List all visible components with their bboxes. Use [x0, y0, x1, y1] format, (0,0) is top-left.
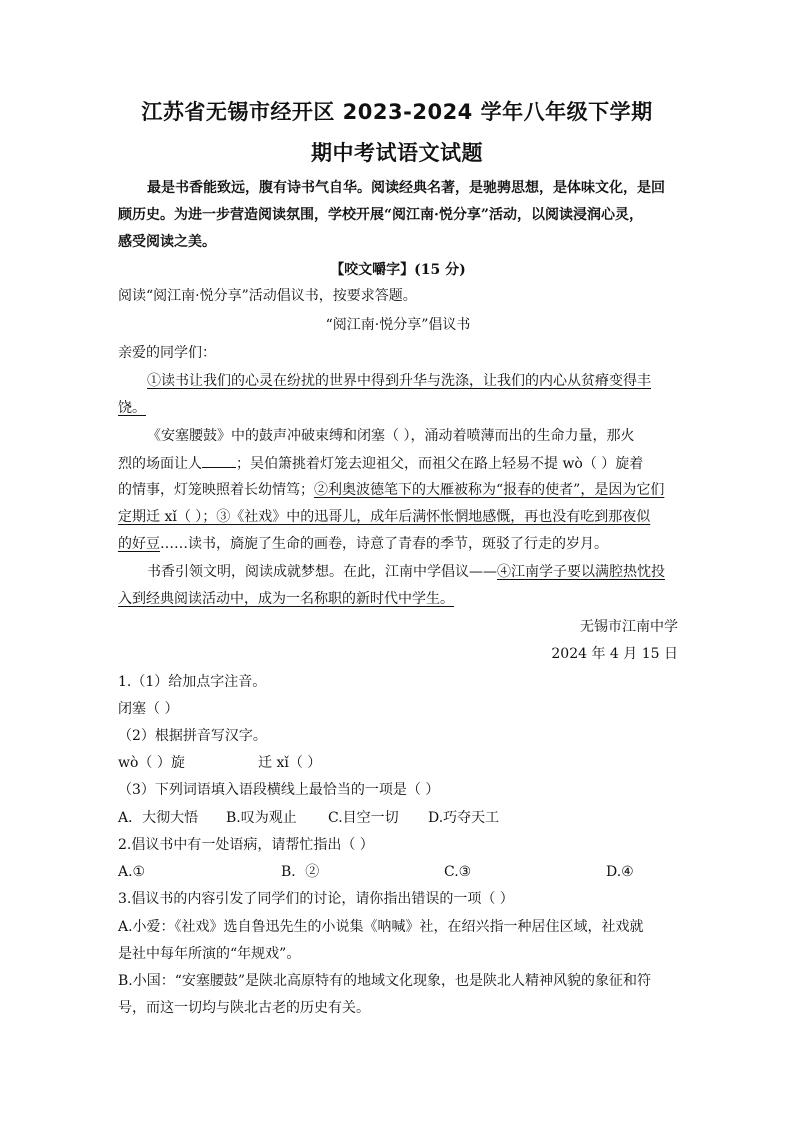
- exam-title-line1: 江苏省无锡市经开区 2023-2024 学年八年级下学期: [141, 100, 653, 124]
- fill-in-blank: [202, 453, 236, 468]
- para2-line2: [118, 453, 678, 474]
- q3-option-a-line2: 是社中每年所演的“年规戏”。: [118, 946, 301, 962]
- question-1-1-item: 闭塞（ ）: [118, 701, 179, 717]
- para2-line4: 定期迁 xǐ（ ）；③《社戏》中的迅哥儿，成年后满怀怅惘地感慨，再也没有吃到那夜似: [118, 509, 651, 525]
- sentence-1a: ①读书让我们的心灵在纷扰的世界中得到升华与洗涤，让我们的内心从贫瘠变得丰: [147, 373, 651, 389]
- para2-line3-text-a: 的情事，灯笼映照着长幼情笃；: [118, 482, 314, 498]
- q3-option-b-line2: 号，而这一切均与陕北古老的历史有关。: [118, 1000, 370, 1016]
- question-2-options: [118, 862, 678, 882]
- para3-line1: [147, 562, 677, 582]
- q2-option-d: D.④: [606, 864, 634, 880]
- sentence-4a: ④江南学子要以满腔热忱投: [497, 564, 665, 580]
- question-1-2-item2: 迁 xǐ（ ）: [258, 755, 322, 771]
- question-1-2-items: [118, 753, 678, 773]
- intro-line2: 顾历史。为进一步营造阅读氛围，学校开展“阅江南·悦分享”活动，以阅读浸润心灵，: [118, 207, 643, 223]
- letter-signature: 无锡市江南中学: [580, 619, 678, 635]
- sentence-1b: 饶。: [118, 400, 146, 416]
- sentence-3-end: 的好豆: [118, 536, 160, 552]
- question-1-2: （2）根据拼音写汉字。: [118, 728, 267, 744]
- letter-greeting: 亲爱的同学们：: [118, 345, 216, 361]
- question-1-3: （3）下列词语填入语段横线上最恰当的一项是（ ）: [118, 782, 440, 798]
- question-3: 3.倡议书的内容引发了同学们的讨论，请你指出错误的一项（ ）: [118, 891, 514, 907]
- option-c: C.目空一切: [328, 810, 399, 826]
- para2-line2-text-a: 烈的场面让人: [118, 456, 202, 472]
- intro-line3: 感受阅读之美。: [118, 234, 216, 250]
- section-instruction: 阅读“阅江南·悦分享”活动倡议书，按要求答题。: [118, 288, 417, 304]
- para2-line5: [118, 534, 678, 554]
- option-b: B.叹为观止: [226, 810, 297, 826]
- option-a: A．大彻大悟: [118, 810, 199, 826]
- para2-line5-text: ……读书，旖旎了生命的画卷，诗意了青春的季节，斑驳了行走的岁月。: [160, 536, 608, 552]
- question-2: 2.倡议书中有一处语病，请帮忙指出（ ）: [118, 837, 374, 853]
- question-1-1: 1.（1）给加点字注音。: [118, 674, 267, 690]
- letter-date: 2024 年 4 月 15 日: [551, 646, 678, 662]
- para3-line1-text: 书香引领文明，阅读成就梦想。在此，江南中学倡议——: [147, 564, 497, 580]
- intro-line1: 最是书香能致远，腹有诗书气自华。阅读经典名著，是驰骋思想，是体味文化，是回: [147, 180, 665, 196]
- section-header: 【咬文嚼字】(15 分): [330, 262, 466, 278]
- option-d: D.巧夺天工: [428, 810, 500, 826]
- q3-option-a-line1: A.小爱：《社戏》选自鲁迅先生的小说集《呐喊》社，在绍兴指一种居住区域，社戏就: [118, 919, 644, 935]
- sentence-2: ②利奥波德笔下的大雁被称为“报春的使者”，是因为它们: [314, 482, 665, 498]
- question-1-2-item1: wò（ ）旋: [118, 755, 185, 771]
- q3-option-b-line1: B.小国：“安塞腰鼓”是陕北高原特有的地域文化现象，也是陕北人精神风貌的象征和符: [118, 973, 652, 989]
- q2-option-b: B．②: [281, 864, 320, 880]
- q2-option-c: C.③: [444, 864, 472, 880]
- para2-line1: 《安塞腰鼓》中的鼓声冲破束缚和闭塞（ ），涌动着喷薄而出的生命力量，那火: [147, 428, 635, 444]
- sentence-4b: 入到经典阅读活动中，成为一名称职的新时代中学生。: [118, 591, 454, 607]
- q2-option-a: A.①: [118, 864, 146, 880]
- letter-title: “阅江南·悦分享”倡议书: [325, 317, 471, 333]
- exam-title-line2: 期中考试语文试题: [311, 141, 483, 165]
- para2-line2-text-b: ；吴伯箫挑着灯笼去迎祖父，而祖父在路上轻易不提 wò（ ）旋着: [236, 456, 644, 472]
- para2-line3: [118, 480, 678, 500]
- question-1-3-options: [118, 808, 678, 828]
